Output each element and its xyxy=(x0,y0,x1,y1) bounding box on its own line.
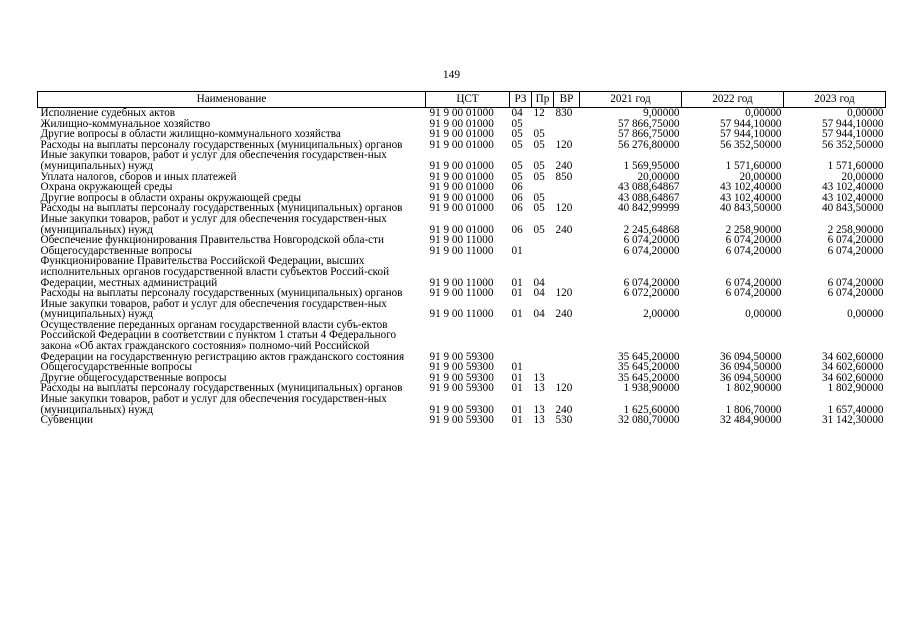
row-name: Общегосударственные вопросы xyxy=(40,244,193,257)
header-name: Наименование xyxy=(38,92,426,108)
row-cst: 91 9 00 01000 xyxy=(429,159,494,172)
row-cst: 91 9 00 59300 xyxy=(429,361,494,374)
row-pr: 12 xyxy=(533,107,545,119)
row-value-2022: 57 944,10000 xyxy=(719,128,782,141)
row-name: Уплата налогов, сборов и иных платежей xyxy=(40,170,237,183)
row-value-2021: 43 088,64867 xyxy=(617,181,680,194)
row-rz: 05 xyxy=(511,138,523,151)
row-rz: 05 xyxy=(511,159,523,172)
row-value-2023: 6 074,20000 xyxy=(827,234,884,247)
row-value-2022: 0,00000 xyxy=(745,107,782,119)
row-value-2022: 57 944,10000 xyxy=(719,117,782,130)
row-value-2021: 2,00000 xyxy=(643,308,680,321)
header-2023: 2023 год xyxy=(784,92,886,108)
row-name: Осуществление переданных органам государственной власти субъ-ектов Российской Федерации в соответствии с пунктом 1 статьи 4 Федерального закона «Об актах гражданского состояния» полномо-чий Российской Федерации на государственную регистрацию актов гражданского состояния xyxy=(40,318,405,363)
table-row xyxy=(38,108,886,119)
table-row xyxy=(38,150,886,171)
row-pr: 04 xyxy=(533,308,545,321)
row-rz: 05 xyxy=(511,170,523,183)
row-vr: 530 xyxy=(555,414,573,427)
row-value-2022: 40 843,50000 xyxy=(719,202,782,215)
table-body xyxy=(38,108,886,426)
row-pr: 05 xyxy=(533,202,545,215)
row-pr: 05 xyxy=(533,223,545,236)
row-value-2022: 1 571,60000 xyxy=(725,159,782,172)
row-value-2023: 1 802,90000 xyxy=(827,382,884,395)
row-name: Другие общегосударственные вопросы xyxy=(40,371,227,384)
row-cst: 91 9 00 11000 xyxy=(429,308,494,321)
row-value-2021: 57 866,75000 xyxy=(617,128,680,141)
row-value-2021: 1 625,60000 xyxy=(623,403,680,416)
row-pr: 05 xyxy=(533,138,545,151)
row-pr: 13 xyxy=(533,403,545,416)
row-value-2023: 57 944,10000 xyxy=(821,128,884,141)
row-rz: 01 xyxy=(511,403,523,416)
row-name: Расходы на выплаты персоналу государственных (муниципальных) органов xyxy=(40,202,403,215)
row-vr xyxy=(554,256,580,288)
row-vr: 240 xyxy=(555,308,573,321)
row-pr: 04 xyxy=(533,287,545,300)
row-value-2021: 1 569,95000 xyxy=(623,159,680,172)
row-cst: 91 9 00 01000 xyxy=(429,107,494,119)
row-cst: 91 9 00 01000 xyxy=(429,170,494,183)
row-vr: 240 xyxy=(555,159,573,172)
header-2021: 2021 год xyxy=(580,92,682,108)
row-name: Иные закупки товаров, работ и услуг для обеспечения государствен-ных (муниципальных) нужд xyxy=(40,393,387,416)
row-value-2021: 56 276,80000 xyxy=(617,138,680,151)
row-value-2023: 40 843,50000 xyxy=(821,202,884,215)
row-rz: 01 xyxy=(511,382,523,395)
row-pr xyxy=(532,246,554,257)
table-row xyxy=(38,256,886,288)
row-rz: 01 xyxy=(511,371,523,384)
row-name: Другие вопросы в области жилищно-коммунального хозяйства xyxy=(40,128,341,141)
row-value-2021: 6 072,20000 xyxy=(623,287,680,300)
row-name: Расходы на выплаты персоналу государственных (муниципальных) органов xyxy=(40,287,403,300)
row-rz: 01 xyxy=(511,414,523,427)
row-name: Расходы на выплаты персоналу государственных (муниципальных) органов xyxy=(40,138,403,151)
row-value-2022: 36 094,50000 xyxy=(719,350,782,363)
row-value-2022: 36 094,50000 xyxy=(719,361,782,374)
table-header xyxy=(38,92,886,108)
row-value-2022: 43 102,40000 xyxy=(719,181,782,194)
row-cst: 91 9 00 59300 xyxy=(429,371,494,384)
row-value-2023: 43 102,40000 xyxy=(821,181,884,194)
row-rz: 06 xyxy=(511,202,523,215)
row-cst: 91 9 00 11000 xyxy=(429,244,494,257)
row-value-2023: 34 602,60000 xyxy=(821,361,884,374)
row-vr xyxy=(554,235,580,246)
row-name: Иные закупки товаров, работ и услуг для обеспечения государствен-ных (муниципальных) нужд xyxy=(40,149,387,172)
row-value-2023: 43 102,40000 xyxy=(821,191,884,204)
row-pr: 05 xyxy=(533,191,545,204)
row-value-2021: 57 866,75000 xyxy=(617,117,680,130)
row-vr xyxy=(554,182,580,193)
row-value-2022: 6 074,20000 xyxy=(725,244,782,257)
row-name: Охрана окружающей среды xyxy=(40,181,173,194)
row-rz: 01 xyxy=(511,276,523,289)
row-cst: 91 9 00 59300 xyxy=(429,414,494,427)
row-value-2022: 56 352,50000 xyxy=(719,138,782,151)
row-value-2022: 0,00000 xyxy=(745,308,782,321)
row-value-2021: 6 074,20000 xyxy=(623,234,680,247)
row-cst: 91 9 00 59300 xyxy=(429,350,494,363)
row-value-2023: 20,00000 xyxy=(841,170,884,183)
row-value-2023: 34 602,60000 xyxy=(821,350,884,363)
row-value-2023: 57 944,10000 xyxy=(821,117,884,130)
row-rz: 01 xyxy=(511,361,523,374)
row-cst: 91 9 00 01000 xyxy=(429,181,494,194)
row-rz: 06 xyxy=(511,191,523,204)
row-value-2023: 6 074,20000 xyxy=(827,287,884,300)
row-value-2023: 6 074,20000 xyxy=(827,276,884,289)
row-value-2022: 2 258,90000 xyxy=(725,223,782,236)
row-value-2023: 34 602,60000 xyxy=(821,371,884,384)
row-value-2021: 40 842,99999 xyxy=(617,202,680,215)
row-vr: 120 xyxy=(555,202,573,215)
row-rz: 05 xyxy=(511,128,523,141)
row-value-2022: 32 484,90000 xyxy=(719,414,782,427)
row-value-2023: 1 571,60000 xyxy=(827,159,884,172)
row-pr: 05 xyxy=(533,170,545,183)
row-value-2021: 2 245,64868 xyxy=(623,223,680,236)
row-value-2021: 35 645,20000 xyxy=(617,361,680,374)
row-value-2022: 6 074,20000 xyxy=(725,234,782,247)
row-rz: 01 xyxy=(511,287,523,300)
row-value-2022: 20,00000 xyxy=(739,170,782,183)
row-name: Расходы на выплаты персоналу государственных (муниципальных) органов xyxy=(40,382,403,395)
row-name: Общегосударственные вопросы xyxy=(40,361,193,374)
row-rz xyxy=(510,320,532,362)
row-value-2022: 36 094,50000 xyxy=(719,371,782,384)
header-pr: Пр xyxy=(532,92,554,108)
row-value-2021: 9,00000 xyxy=(643,107,680,119)
row-cst: 91 9 00 01000 xyxy=(429,128,494,141)
row-cst: 91 9 00 11000 xyxy=(429,287,494,300)
row-pr xyxy=(532,235,554,246)
row-value-2022: 6 074,20000 xyxy=(725,287,782,300)
row-vr xyxy=(554,362,580,373)
row-vr: 830 xyxy=(555,107,573,119)
row-name: Иные закупки товаров, работ и услуг для обеспечения государствен-ных (муниципальных) нужд xyxy=(40,297,387,321)
row-value-2023: 0,00000 xyxy=(847,107,884,119)
row-vr: 850 xyxy=(555,170,573,183)
row-vr: 240 xyxy=(555,403,573,416)
header-rz: РЗ xyxy=(510,92,532,108)
row-pr: 13 xyxy=(533,414,545,427)
row-rz: 06 xyxy=(511,223,523,236)
row-vr: 120 xyxy=(555,138,573,151)
row-rz: 04 xyxy=(511,107,523,119)
row-rz: 01 xyxy=(511,244,523,257)
row-name: Обеспечение функционирования Правительства Новгородской обла-сти xyxy=(40,234,385,247)
row-cst: 91 9 00 01000 xyxy=(429,191,494,204)
row-cst: 91 9 00 01000 xyxy=(429,223,494,236)
row-value-2021: 35 645,20000 xyxy=(617,350,680,363)
row-value-2021: 43 088,64867 xyxy=(617,191,680,204)
row-value-2021: 1 938,90000 xyxy=(623,382,680,395)
row-cst: 91 9 00 11000 xyxy=(429,234,494,247)
row-value-2021: 6 074,20000 xyxy=(623,276,680,289)
row-name: Функционирование Правительства Российской Федерации, высших исполнительных органов государственной власти субъектов Россий-ской Федерации, местных администраций xyxy=(40,255,390,289)
row-pr xyxy=(532,320,554,362)
row-value-2023: 2 258,90000 xyxy=(827,223,884,236)
row-value-2023: 0,00000 xyxy=(847,308,884,321)
row-value-2021: 35 645,20000 xyxy=(617,371,680,384)
row-value-2023: 56 352,50000 xyxy=(821,138,884,151)
row-value-2023: 6 074,20000 xyxy=(827,244,884,257)
row-name: Исполнение судебных актов xyxy=(40,107,176,119)
row-name: Иные закупки товаров, работ и услуг для обеспечения государствен-ных (муниципальных) нужд xyxy=(40,212,387,236)
row-value-2021: 20,00000 xyxy=(637,170,680,183)
row-rz: 05 xyxy=(511,117,523,130)
row-vr: 120 xyxy=(555,287,573,300)
table-row xyxy=(38,415,886,426)
table-row xyxy=(38,214,886,235)
row-vr xyxy=(554,320,580,362)
row-value-2022: 1 802,90000 xyxy=(725,382,782,395)
table-row xyxy=(38,299,886,320)
row-value-2022: 1 806,70000 xyxy=(725,403,782,416)
row-cst: 91 9 00 59300 xyxy=(429,403,494,416)
row-value-2022: 6 074,20000 xyxy=(725,276,782,289)
row-vr: 240 xyxy=(555,223,573,236)
header-cst: ЦСТ xyxy=(426,92,510,108)
table-row xyxy=(38,320,886,362)
row-name: Субвенции xyxy=(40,414,93,427)
row-pr: 05 xyxy=(533,128,545,141)
row-cst: 91 9 00 11000 xyxy=(429,276,494,289)
row-pr: 04 xyxy=(533,276,545,289)
row-rz: 01 xyxy=(511,308,523,321)
row-pr: 05 xyxy=(533,159,545,172)
table-row xyxy=(38,394,886,415)
row-cst: 91 9 00 01000 xyxy=(429,117,494,130)
row-pr: 13 xyxy=(533,371,545,384)
row-cst: 91 9 00 01000 xyxy=(429,138,494,151)
row-value-2023: 31 142,30000 xyxy=(821,414,884,427)
budget-table xyxy=(37,91,886,426)
row-vr xyxy=(554,246,580,257)
row-name: Жилищно-коммунальное хозяйство xyxy=(40,117,211,130)
row-name: Другие вопросы в области охраны окружающей среды xyxy=(40,191,302,204)
page-number: 149 xyxy=(442,69,461,81)
row-value-2021: 6 074,20000 xyxy=(623,244,680,257)
row-rz: 06 xyxy=(511,181,523,194)
header-vr: ВР xyxy=(554,92,580,108)
header-2022: 2022 год xyxy=(682,92,784,108)
row-cst: 91 9 00 59300 xyxy=(429,382,494,395)
row-pr: 13 xyxy=(533,382,545,395)
row-cst: 91 9 00 01000 xyxy=(429,202,494,215)
row-vr: 120 xyxy=(555,382,573,395)
row-value-2022: 43 102,40000 xyxy=(719,191,782,204)
row-value-2021: 32 080,70000 xyxy=(617,414,680,427)
row-vr xyxy=(554,119,580,130)
row-value-2023: 1 657,40000 xyxy=(827,403,884,416)
